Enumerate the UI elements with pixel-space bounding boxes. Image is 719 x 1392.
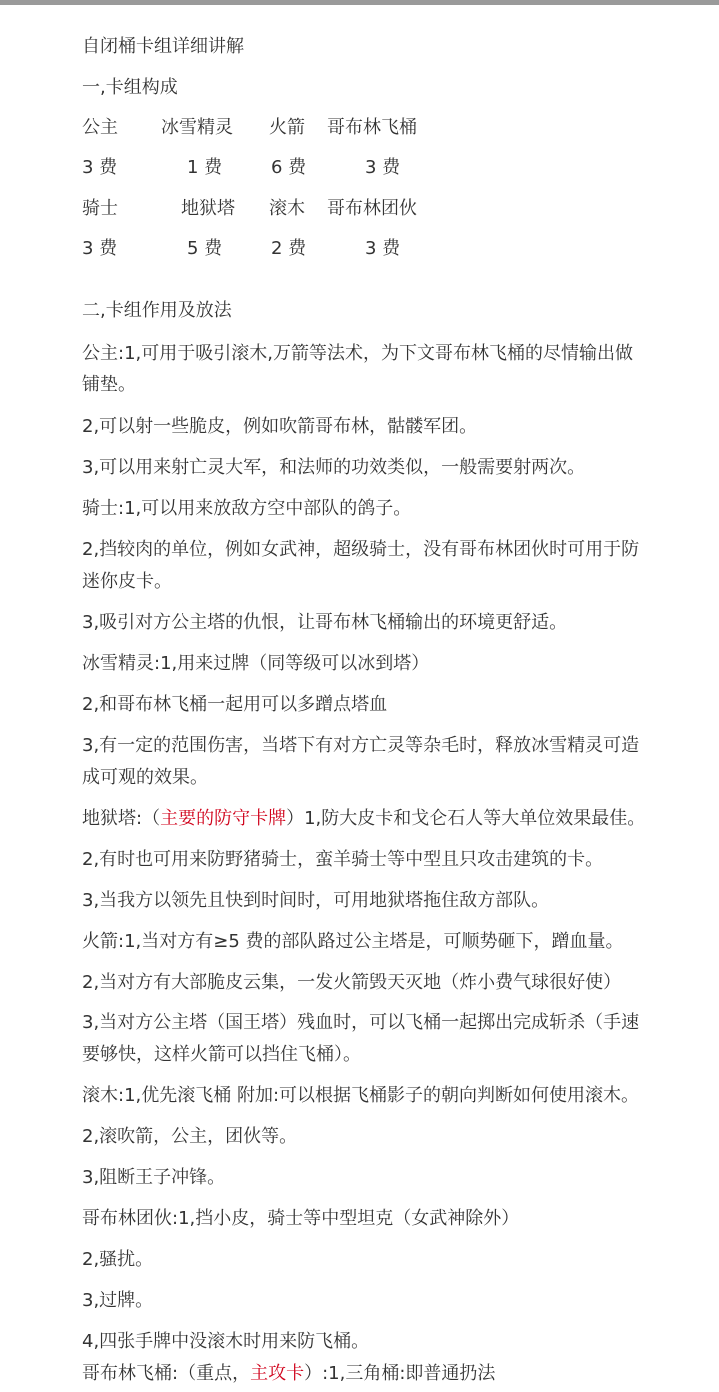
card-name: 地狱塔 xyxy=(181,198,235,219)
card-cost: 3 费 xyxy=(365,238,401,259)
card-name: 骑士 xyxy=(82,198,118,219)
card-name: 公主 xyxy=(82,117,118,138)
card-cost: 6 费 xyxy=(271,157,307,178)
card-cost: 2 费 xyxy=(271,238,307,259)
highlight-text: 主要的防守卡牌 xyxy=(160,808,287,829)
card-cost: 3 费 xyxy=(82,238,118,259)
card-name: 哥布林团伙 xyxy=(327,198,417,219)
paragraph-line: 地狱塔:（主要的防守卡牌）1,防大皮卡和戈仑石人等大单位效果最佳。 xyxy=(82,808,646,829)
highlight-text: 主攻卡 xyxy=(250,1363,305,1384)
card-name: 冰雪精灵 xyxy=(161,117,233,138)
top-divider xyxy=(0,0,719,5)
paragraph-line: 哥布林飞桶:（重点，主攻卡）:1,三角桶:即普通扔法 xyxy=(82,1363,496,1384)
card-cost: 3 费 xyxy=(365,157,401,178)
card-name: 火箭 xyxy=(269,117,305,138)
card-cost: 3 费 xyxy=(82,157,118,178)
card-cost: 5 费 xyxy=(187,238,223,259)
card-cost: 1 费 xyxy=(187,157,223,178)
card-name: 滚木 xyxy=(269,198,305,219)
card-name: 哥布林飞桶 xyxy=(327,117,417,138)
